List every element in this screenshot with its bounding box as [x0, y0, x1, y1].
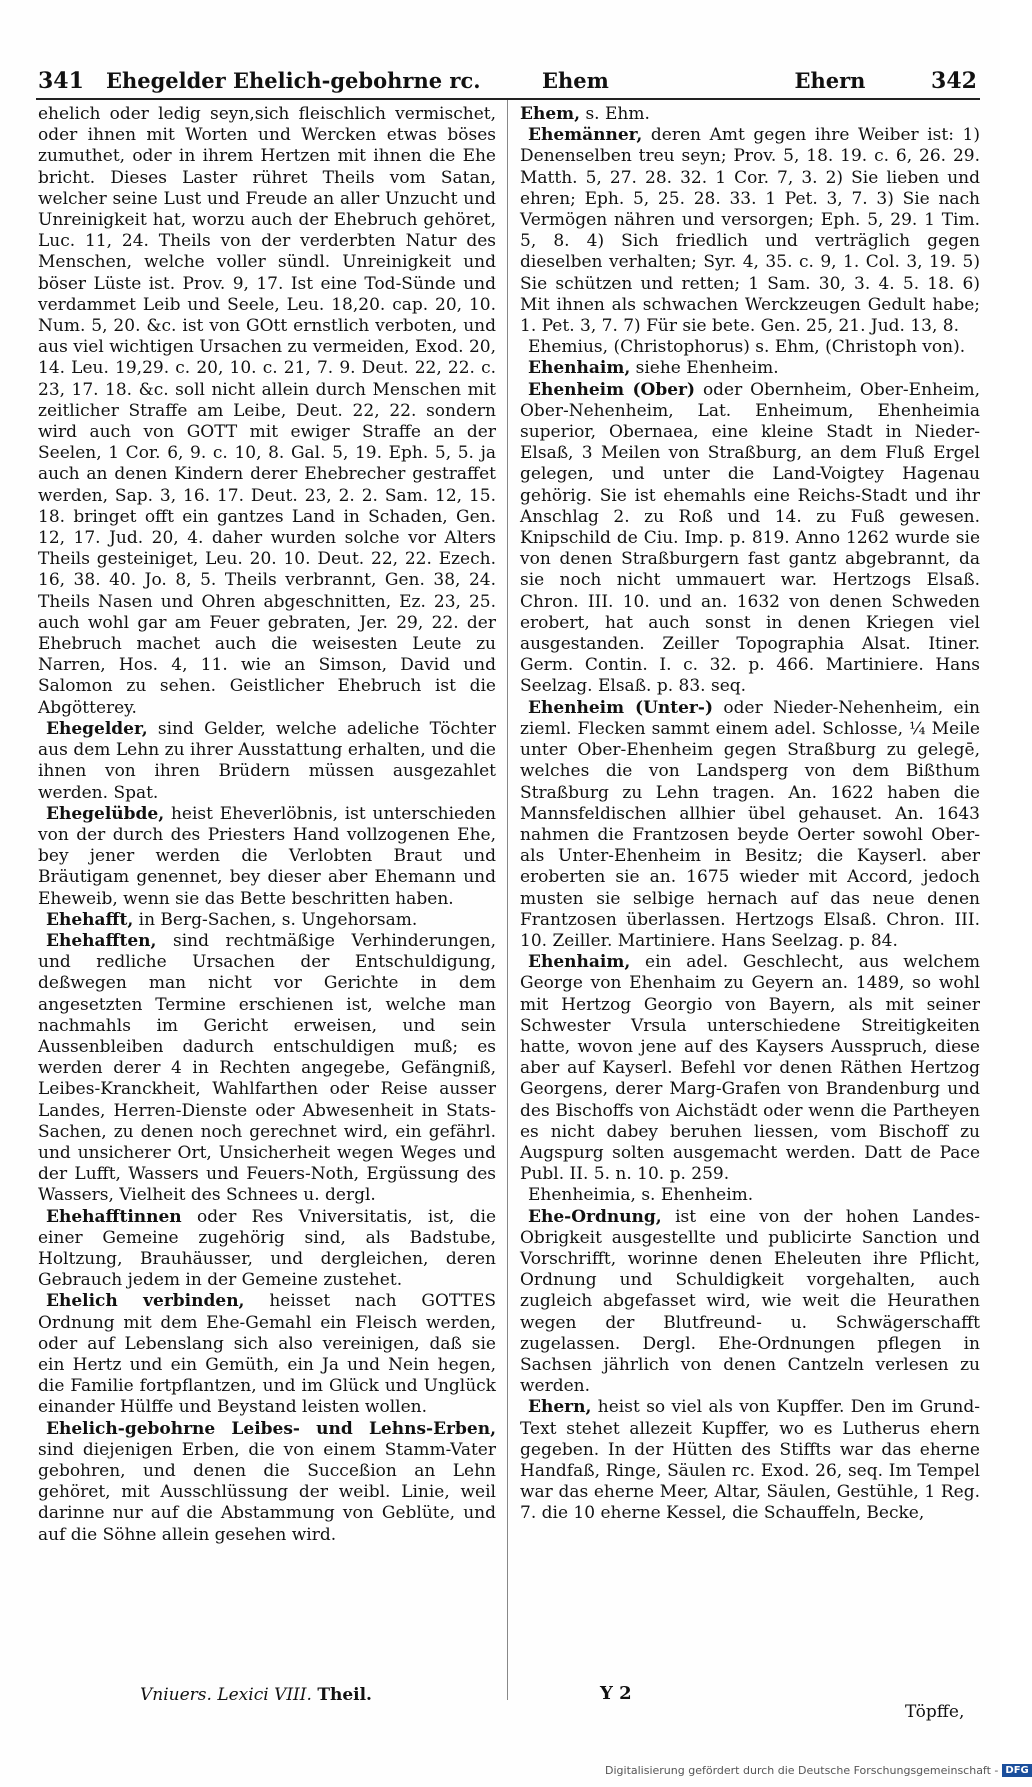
- signature-mark: Y 2: [600, 1683, 632, 1704]
- entry-right-4: Ehenheim (Ober) oder Obernheim, Ober-Enheim, Ober-Nehenheim, Lat. Enheimum, Ehenheimia superior, Obernaea, eine kleine Stadt in Nieder-Elsaß, 3 Meilen von Straßburg, an dem Fluß Ergel gelegen, und unter die Land-Voigtey Hagenau gehörig. Sie ist ehemahls eine Reichs-Stadt und ihr Anschlag 2. zu Roß und 14. zu Fuß gewesen. Knipschild de Ciu. Imp. p. 819. Anno 1262 wurde sie von denen Straßburgern fast gantz abgebrannt, da sie noch nicht ummauert war. Hertzogs Elsaß. Chron. III. 10. und an. 1632 von denen Schweden erobert, hat auch sonst in denen Kriegen viel ausgestanden. Zeiller Topographia Alsat. Itiner. Germ. Contin. I. c. 32. p. 466. Martiniere. Hans Seelzag. Elsaß. p. 83. seq.: [520, 379, 980, 697]
- entry-right-8: Ehe-Ordnung, ist eine von der hohen Landes-Obrigkeit ausgestellte und publicirte Sanction und Vorschrifft, worinne denen Eheleuten ihre Pflicht, Ordnung und Schuldigkeit vorgehalten, auch zugleich abgefasset wird, wie weit die Heurathen wegen der Blutfreund- u. Schwägerschafft zugelassen. Dergl. Ehe-Ordnungen pflegen in Sachsen jährlich von denen Cantzeln verlesen zu werden.: [520, 1206, 981, 1397]
- volume-word: Theil.: [317, 1685, 372, 1705]
- right-catchword-1: Ehem: [542, 68, 609, 93]
- entry-right-3: Ehenhaim, siehe Ehenheim.: [528, 358, 779, 379]
- digitization-credit: [605, 1764, 1032, 1777]
- entry-left-1: Ehegelder, sind Gelder, welche adeliche Töchter aus dem Lehn zu ihrer Ausstattung erhalten, und die ihnen von ihren Brüdern müssen ausgezahlet werden. Spat.: [38, 718, 496, 803]
- left-page-header: [38, 68, 488, 98]
- right-page-number: 342: [931, 68, 977, 94]
- catchword: Töpffe,: [905, 1702, 965, 1722]
- right-catchword-2: Ehern: [794, 68, 866, 93]
- entry-left-6: Ehelich verbinden, heisset nach GOTTES Ordnung mit dem Ehe-Gemahl ein Fleisch werden, oder auf Lebenslang sich also vereinigen, daß sie ein Hertz und ein Gemüth, ein Ja und Nein hegen, die Familie fortpflantzen, und im Glück und Unglück einander Hülffe und Beystand leisten wollen.: [38, 1291, 497, 1418]
- entry-left-3: Ehehafft, in Berg-Sachen, s. Ungehorsam.: [46, 909, 418, 930]
- header-rule: [36, 98, 980, 100]
- entry-left-5: Ehehafftinnen oder Res Vniversitatis, ist, die einer Gemeine zugehörig sind, als Badstube, Holtzung, Brauhäusser, und dergleichen, deren Gebrauch jedem in der Gemeine zustehet.: [38, 1206, 496, 1291]
- entry-right-7: Ehenheimia, s. Ehenheim.: [528, 1185, 754, 1206]
- left-running-title: Ehegelder Ehelich-gebohrne rc.: [105, 68, 481, 93]
- volume-label: Vniuers. Lexici VIII.: [140, 1685, 312, 1705]
- column-divider: [507, 100, 508, 1700]
- entry-right-6: Ehenhaim, ein adel. Geschlecht, aus welchem George von Ehenhaim zu Geyern an. 1489, so wohl mit Hertzog Georgio von Bayern, als mit seiner Schwester Vrsula unterschiedene Streitigkeiten hatte, wovon jene auf des Kaysers Ausspruch, diese aber auf Kayserl. Befehl vor denen Räthen Hertzog Georgens, derer Marg-Grafen von Brandenburg und des Bischoffs von Aichstädt oder wenn die Partheyen es nicht dabey beruhen liessen, vom Bischoff zu Augspurg solten ausgemacht werden. Datt de Pace Publ. II. 5. n. 10. p. 259.: [520, 952, 981, 1185]
- entry-left-0: ehelich oder ledig seyn,sich fleischlich vermischet, oder ihnen mit Worten und Wercken etwas böses zumuthet, oder in ihrem Hertzen mit ihnen die Ehe bricht. Dieses Laster rühret Theils vom Satan, welcher seine Lust und Freude an aller Unzucht und Unreinigkeit hat, worzu auch der Ehebruch gehöret, Luc. 11, 24. Theils von der verderbten Natur des Menschen, welche voller sündl. Unreinigkeit und böser Lüste ist. Prov. 9, 17. Ist eine Tod-Sünde und verdammet Leib und Seele, Leu. 18,20. cap. 20, 10. Num. 5, 20. &c. ist von GOtt ernstlich verboten, und aus viel wichtigen Ursachen zu vermeiden, Exod. 20, 14. Leu. 19,29. c. 20, 10. c. 21, 7. 9. Deut. 22, 22. c. 23, 17. 18. &c. soll nicht allein durch Menschen mit zeitlicher Straffe am Leibe, Deut. 22, 22. sondern wird auch von GOTT mit ewiger Straffe an der Seelen, 1 Cor. 6, 9. c. 10, 8. Gal. 5, 19. Eph. 5, 5. ja auch an denen Kindern derer Ehebrecher gestraffet werden, Sap. 3, 16. 17. Deut. 23, 2. 2. Sam. 12, 15. 18. bringet offt ein gantzes Land in Schaden, Gen. 12, 17. Jud. 20, 4. daher wurden solche vor Alters Theils gesteiniget, Leu. 20. 10. Deut. 22, 22. Ezech. 16, 38. 40. Jo. 8, 5. Theils verbrannt, Gen. 38, 24. Theils Nasen und Ohren abgeschnitten, Ez. 23, 25. auch wohl gar am Feuer gebraten, Jer. 29, 22. der Ehebruch machet auch die weisesten Leute zu Narren, Hos. 4, 11. wie an Simson, David und Salomon zu sehen. Geistlicher Ehebruch ist die Abgötterey.: [38, 104, 496, 718]
- left-page-number: 341: [38, 68, 84, 94]
- entry-left-4: Ehehafften, sind rechtmäßige Verhinderungen, und redliche Ursachen der Entschuldigung, deßwegen man nicht vor Gerichte in dem angesetzten Termine erschienen ist, welche man nachmahls im Gericht erweisen, und sein Aussenbleiben dadurch entschuldigen muß; es werden derer 4 in Rechten angegebe, Gefängniß, Leibes-Kranckheit, Wahlfarthen oder Reise ausser Landes, Herren-Dienste oder Abwesenheit in Stats-Sachen, zu denen noch gerechnet wird, ein gefährl. und unsicherer Ort, Unsicherheit wegen Weges und der Lufft, Wassers und Feuers-Noth, Ergüssung des Wassers, Vielheit des Schnees u. dergl.: [38, 930, 497, 1206]
- right-page-header: [522, 68, 977, 98]
- entry-right-1: Ehemänner, deren Amt gegen ihre Weiber ist: 1) Denenselben treu seyn; Prov. 5, 18. 19. c. 6, 26. 29. Matth. 5, 27. 28. 32. 1 Cor. 7, 3. 2) Sie lieben und ehren; Eph. 5, 25. 28. 33. 1 Pet. 3, 7. 3) Sie nach Vermögen nähren und versorgen; Eph. 5, 29. 1 Tim. 5, 8. 4) Sich friedlich und verträglich gegen dieselben verhalten; Syr. 4, 35. c. 9, 1. Col. 3, 19. 5) Sie schützen und retten; 1 Sam. 30, 3. 4. 5. 18. 6) Mit ihnen als schwachen Werckzeugen Gedult habe; 1. Pet. 3, 7. 7) Für sie bete. Gen. 25, 21. Jud. 13, 8.: [520, 125, 980, 337]
- volume-footer: [140, 1685, 372, 1705]
- left-column: [38, 104, 496, 1546]
- entry-right-9: Ehern, heist so viel als von Kupffer. Den im Grund-Text stehet allezeit Kupffer, wo es Lutherus ehern gegeben. In der Hütten des Stiffts war das eherne Handfaß, Ringe, Säulen rc. Exod. 26, seq. Im Tempel war das eherne Meer, Altar, Säulen, Gestühle, 1 Reg. 7. die 10 eherne Kessel, die Schauffeln, Becke,: [520, 1397, 980, 1524]
- entry-right-2: Ehemius, (Christophorus) s. Ehm, (Christoph von).: [528, 337, 966, 358]
- right-column: [520, 104, 980, 1525]
- dfg-logo-icon: DFG: [1002, 1764, 1031, 1777]
- entry-left-7: Ehelich-gebohrne Leibes- und Lehns-Erben, sind diejenigen Erben, die von einem Stamm-Vater gebohren, und denen die Succeßion an Lehn gehöret, mit Ausschlüssung der weibl. Linie, weil darinne nur auf die Abstammung von Geblüte, und auf die Söhne allein gesehen wird.: [38, 1418, 496, 1545]
- entry-left-2: Ehegelübde, heist Eheverlöbnis, ist unterschieden von der durch des Priesters Hand vollzogenen Ehe, bey jener werden die Verlobten Braut und Bräutigam genennet, bey dieser aber Ehemann und Eheweib, wenn sie das Bette beschritten haben.: [38, 803, 496, 909]
- entry-right-5: Ehenheim (Unter-) oder Nieder-Nehenheim, ein zieml. Flecken sammt einem adel. Schlosse, ¼ Meile unter Ober-Ehenheim gegen Straßburg zu gelegē, welches die von Landsperg von dem Bißthum Straßburg zu Lehn tragen. An. 1622 haben die Mannsfeldischen allhier übel gehauset. An. 1643 nahmen die Frantzosen beyde Oerter sowohl Ober- als Unter-Ehenheim in Besitz; die Kayserl. aber eroberten sie an. 1675 wieder mit Accord, jedoch musten sie selbige hernach auf das neue denen Frantzosen überlassen. Hertzogs Elsaß. Chron. III. 10. Zeiller. Martiniere. Hans Seelzag. p. 84.: [520, 697, 980, 951]
- credit-text: Digitalisierung gefördert durch die Deutsche Forschungsgemeinschaft -: [605, 1764, 999, 1777]
- entry-right-0: Ehem, s. Ehm.: [520, 104, 650, 124]
